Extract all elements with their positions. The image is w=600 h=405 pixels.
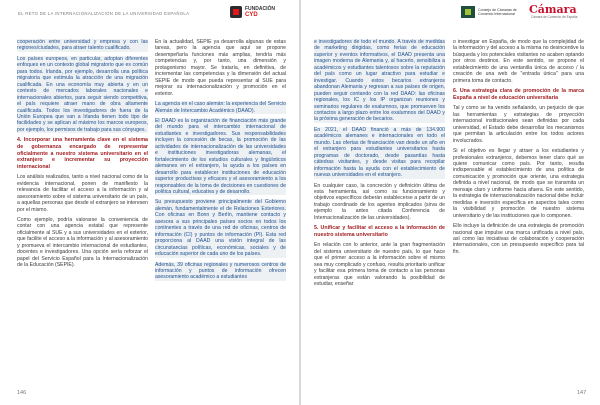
logo-fundacion-line2: CYD [245, 12, 258, 18]
right-col-2 [453, 39, 584, 259]
right-col-1 [314, 39, 445, 292]
logo-cfi-text: Consejo de Cámaras de Comercio Internacional [478, 8, 517, 17]
paragraph: Como ejemplo, podría valorarse la conveniencia de contar con una agencia estatal que represente oficialmente al SUE y a sus universidades en el exterior, que facilite el acceso a la información y al asesoramiento y promueva el intercambio internacional de estudiantes, docentes e investigadores. Una opción sería reforzar el papel del Servicio Español para la Internacionalización de la Educación (SEPIE). [17, 217, 148, 269]
fundacion-cyd-logo [230, 4, 292, 22]
paragraph: Si el objetivo es llegar y atraer a los estudiantes y profesionales extranjeros, debemos tener claro qué se quiere comunicar como país. Por tanto, resulta indispensable el establecimiento de una política de comunicación y promoción que oriente, una estrategia definida a nivel nacional, de modo que se transmita un mensaje claro y uniforme hacia afuera. En este sentido, la estrategia de internacionalización nacional debe incluir medidas e inversión específica en aspectos tales como la visibilidad y promoción de nuestro sistema universitario y de las instituciones que lo componen. [453, 148, 584, 219]
paragraph: En cualquier caso, la concreción y definición última de esta herramienta, así como su funcionamiento y objetivos específicos deberán establecerse a partir de un trabajo coordinado de los agentes implicados (sirva de ejemplo la antes citada Conferencia de Internacionalización de las universidades). [314, 182, 445, 221]
logo-camara-title: Cámara [529, 3, 577, 16]
fundacion-logo-icon [230, 6, 242, 18]
page-number-left: 146 [17, 390, 27, 396]
paragraph: La agencia en el caso alemán: la experiencia del Servicio Alemán de Intercambio Académico (DAAD). [155, 101, 286, 114]
logo-camara-sub: Cámara de Comercio de España [531, 15, 578, 19]
section-heading: 5. Unificar y facilitar el acceso a la información de nuestro sistema universitario [314, 225, 445, 238]
paragraph: o investigar en España, de modo que la complejidad de la información y del acceso a la misma no desincentive la búsqueda y los potenciales visitantes no acaben optando por otros destinos. En este sentido, se propone el establecimiento de una ventanilla única de acceso / la creación de una web de "entrada única" para una primera toma de contacto. [453, 39, 584, 84]
paragraph: El DAAD es la organización de financiación más grande del mundo para el intercambio internacional de estudiantes e investigadores. Sus responsabilidades incluyen la concesión de becas, la promoción de las actividades de internacionalización de las universidades e instituciones investigadoras alemanas, el fortalecimiento de los estudios culturales y lingüísticos alemanes en el extranjero, la ayuda a los países en desarrollo para establecer instituciones de educación superior productivas y eficaces y el asesoramiento a los responsables de la toma de decisiones en cuestiones de política cultural, educativa y de desarrollo. [155, 117, 286, 195]
right-page [301, 0, 600, 405]
paragraph: Los países europeos, en particular, adoptan diferentes enfoques en un contexto global migratorio que es común para todos. Irlanda, por ejemplo, desarrolla una política migratoria que estimula la atracción de una migración cualificada. En una economía muy abierta y en un contexto de mercados laborales nacionales e internacionales abiertos, para seguir siendo competitiva, el país requiere atraer mano de obra altamente cualificada. Todos los investigadores de fuera de la Unión Europea que van a Irlanda tienen todo tipo de facilidades y se aplican al máximo los marcos europeos, por ejemplo, los permisos de trabajo para sus cónyuges. [17, 55, 148, 133]
left-col-1 [17, 39, 148, 273]
paragraph: Los análisis realizados, tanto a nivel nacional como de la evidencia internacional, ponen de manifiesto la relevancia de facilitar el acceso a la información y al asesoramiento sobre el sistema universitario de un país, a aquellas personas que desde el extranjero se interesen por el mismo. [17, 174, 148, 213]
paragraph: En relación con lo anterior, ante la gran fragmentación del sistema universitario de nuestro país, lo que hace que el primer acceso a la información sobre el mismo sea muy complicado y confuso, resulta prioritario unificar y facilitar esa primera toma de contacto a las personas extranjeras que están valorando la posibilidad de estudiar, enseñar [314, 242, 445, 288]
paragraph: cooperación entre universidad y empresa y con las regiones/ciudades, para atraer talento cualificado. [17, 39, 148, 52]
paragraph: Tal y como se ha venido señalando, un perjuicio de que las herramientas y estrategias de proyección internacional institucionales sean definidas por cada universidad, el Estado debe desarrollar los mecanismos que permitan la articulación entre los todos actores involucrados. [453, 105, 584, 144]
section-heading: 6. Una estrategia clara de promoción de la marca España a nivel de educación universitaria [453, 88, 584, 101]
paragraph: Su presupuesto proviene principalmente del Gobierno alemán, fundamentalmente el de Relaciones Exteriores. Con oficinas en Bonn y Berlín, mantiene contacto y asesora a sus principales países socios en todos los continentes a través de una red de oficinas, centros de información (CI) y puntos de información (PI). Esta red proporciona al DAAD una visión integral de las circunstancias políticas, económicas, sociales y de educación superior de cada uno de los países. [155, 199, 286, 258]
left-col-2 [155, 39, 286, 285]
section-heading: 4. Incorporar una herramienta clave en el sistema de gobernanza encargado de representar oficialmente a nuestro sistema universitario en el extranjero e incrementar su proyección internacional [17, 137, 148, 170]
paragraph: Además, 39 oficinas regionales y numerosos centros de información y puntos de información ofrecen asesoramiento académico a estudiantes [155, 261, 286, 281]
page-number-right: 147 [577, 390, 587, 396]
paragraph: En la actualidad, SEPIE ya desarrolla algunas de estas tareas, pero la agencia que aquí se propone desempeñaría funciones más amplias, tendría más competencias y, por tanto, una dimensión y protagonismo mayor. Se trataría, en definitiva, de incrementar las competencias y la dimensión del actual SEPIE de modo que pueda representar al SUE para mejorar su internacionalización y promoción en el exterior. [155, 39, 286, 97]
left-page [0, 0, 299, 405]
paragraph: En 2021, el DAAD financió a más de 134.900 académicos alemanes e internacionales en todo el mundo. Las ofertas de financiación van desde un año en el extranjero para estudiantes universitarios hasta programas de doctorado, desde pasantías hasta cátedras visitantes, y desde visitas para recopilar información hasta la ayuda con el establecimiento de nuevas universidades en el extranjero. [314, 126, 445, 179]
paragraph: Ello incluye la definición de una estrategia de promoción nacional que impulse una marca unificada a nivel país, así como las iniciativas de colaboración y cooperación internacionales, con un presupuesto específico para tal fin. [453, 223, 584, 255]
paragraph: e investigadores de todo el mundo. A través de medidas de marketing dirigidas, como ferias de educación superior y eventos informativos, el DAAD presenta una imagen moderna de Alemania y, al hacerlo, sensibiliza a académicos y estudiantes talentosos sobre la reputación del país como un lugar atractivo para estudiar e investigar. Cuando estos becarios extranjeros abandonan Alemania y regresan a sus países de origen, pueden seguir contando con la red DAAD: las oficinas regionales, los IC y los IP organizan reuniones y seminarios regulares de exalumnos, que promueven los contactos a largo plazo entre los exalumnos del DAAD y la próxima generación de becarios. [314, 39, 445, 123]
running-title: EL RETO DE LA INTERNACIONALIZACIÓN DE LA UNIVERSIDAD ESPAÑOLA [18, 11, 190, 16]
consejo-camaras-logo [461, 4, 519, 22]
logo-fundacion-line1: FUNDACIÓN [245, 6, 275, 12]
camara-logo [529, 3, 595, 23]
consejo-logo-icon [461, 6, 475, 18]
